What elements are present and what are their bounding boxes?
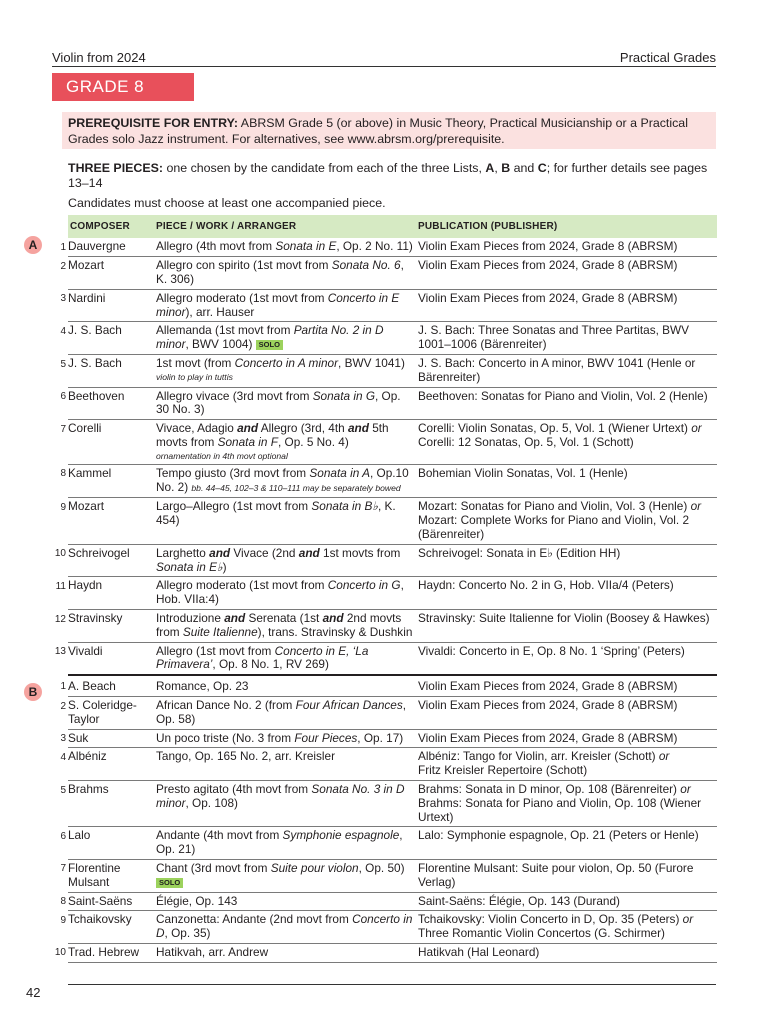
piece-text-end: , Op. 30 No. 3) [156,388,401,417]
piece: Élégie, Op. 143 [156,892,418,911]
table-row [44,257,717,290]
table-row [44,498,717,544]
piece-text: Allegro vivace (3rd movt from [156,388,313,403]
publication-option: Mozart: Complete Works for Piano and Violin, Vol. 2 (Bärenreiter) [418,513,690,542]
piece-work: Four African Dances [295,698,403,713]
row-number: 13 [54,646,66,658]
piece-text-end: , Op. 108) [185,795,238,810]
piece-text-end: , Op.10 No. 2) [156,465,409,494]
piece [156,289,418,322]
piece [156,827,418,860]
piece-text-end: , Op. 17) [357,730,404,745]
publication: Saint-Saëns: Élégie, Op. 143 (Durand) [418,892,717,911]
row-number: 3 [60,293,66,305]
piece-work: Sonata No. 6 [331,258,401,273]
performance-note: bb. 44–45, 102–3 & 110–111 may be separately bowed [191,482,401,493]
table-row [44,610,717,643]
piece-text: 1st movt (from [156,356,235,371]
table-row [44,729,717,748]
row-number: 10 [54,548,66,560]
table-row [44,322,717,355]
table-header [44,215,717,238]
composer: Stravinsky [68,610,156,643]
prerequisite-text: ABRSM Grade 5 (or above) in Music Theory, Practical Musicianship or a Practical Grades solo Jazz instrument. For alternatives, see www.abrsm.org/prerequisite. [68,116,688,146]
solo-badge: SOLO [256,340,283,350]
publication: Violin Exam Pieces from 2024, Grade 8 (ABRSM) [418,697,717,730]
list-b-ref: B [501,161,511,175]
piece [156,355,418,388]
table-row [44,827,717,860]
row-number: 7 [60,863,66,875]
and-emphasis: and [322,611,344,626]
publication-option: Corelli: Violin Sonatas, Op. 5, Vol. 1 (Wiener Urtext) [418,421,692,436]
piece-text-end: , K. 454) [156,499,396,528]
intro-and: and [510,161,538,175]
piece-text-end: , Op. 2 No. 11) [336,239,413,253]
table-row [44,355,717,388]
composer: Schreivogel [68,544,156,577]
piece-work: Concerto in E minor [156,290,400,319]
piece-work: Concerto in D [156,912,413,941]
row-number: 3 [60,733,66,745]
piece-text-end: ), trans. Stravinsky & Dushkin [257,624,413,639]
intro-text-end: ; for further details see pages 13–14 [68,161,708,190]
table-row [44,544,717,577]
composer: Corelli [68,420,156,465]
three-pieces-intro [68,161,708,191]
piece-text: Presto agitato (4th movt from [156,782,312,796]
table-row [44,464,717,498]
and-emphasis: and [237,421,259,436]
piece-text-end: , Op. 8 No. 1, RV 269) [212,657,329,672]
piece [156,610,418,643]
piece-work: Sonata in E [275,239,337,253]
piece [156,544,418,577]
composer: Florentine Mulsant [68,859,156,892]
piece-work: Sonata No. 3 in D minor [156,782,405,810]
piece-text-end: ) [222,559,227,574]
composer: Beethoven [68,387,156,420]
publication: Lalo: Symphonie espagnole, Op. 21 (Peters or Henle) [418,827,717,860]
piece-text-end: , Op. 21) [156,828,403,857]
piece-text: Allegro moderato (1st movt from [156,578,328,593]
piece: Tango, Op. 165 No. 2, arr. Kreisler [156,748,418,781]
grade-title: GRADE 8 [52,73,194,101]
row-number: 9 [60,501,66,513]
publication: Violin Exam Pieces from 2024, Grade 8 (ABRSM) [418,238,717,257]
row-number: 9 [60,914,66,926]
piece-work: Sonata in B♭ [311,499,378,514]
piece-text: African Dance No. 2 (from [156,698,296,713]
piece-text: 2nd movts from [156,611,402,639]
row-number: 8 [60,468,66,480]
running-header-left: Violin from 2024 [52,50,146,65]
row-number: 1 [60,242,66,253]
piece-text: Allemanda (1st movt from [156,323,294,338]
list-a-badge: A [24,236,42,254]
piece-text: Allegro (4th movt from [156,239,276,253]
publication: Vivaldi: Concerto in E, Op. 8 No. 1 ‘Spring’ (Peters) [418,642,717,675]
publication [418,420,717,465]
row-number: 4 [60,325,66,337]
piece-work: Suite pour violon [270,860,359,875]
performance-note: violin to play in tuttis [156,371,233,382]
composer: S. Coleridge-Taylor [68,697,156,730]
row-number: 8 [60,896,66,908]
publication: Beethoven: Sonatas for Piano and Violin, Vol. 2 (Henle) [418,387,717,420]
piece-text: Allegro moderato (1st movt from [156,290,328,305]
row-number: 11 [55,580,66,592]
piece [156,257,418,290]
piece-work: Four Pieces [294,730,358,745]
piece: Romance, Op. 23 [156,675,418,696]
piece-work: Partita No. 2 in D minor [156,323,384,352]
piece-text: Allegro (1st movt from [156,643,275,658]
or-text: or [680,782,691,796]
publication: J. S. Bach: Concerto in A minor, BWV 1041 (Henle or Bärenreiter) [418,355,717,388]
table-row [44,859,717,892]
table-row [44,238,717,257]
footer-rule [68,984,716,985]
row-number: 2 [60,260,66,272]
piece [156,911,418,944]
publication: Schreivogel: Sonata in E♭ (Edition HH) [418,544,717,577]
publication: Violin Exam Pieces from 2024, Grade 8 (ABRSM) [418,675,717,696]
piece-text-end: ), arr. Hauser [185,304,255,319]
piece: Hatikvah, arr. Andrew [156,943,418,962]
col-composer: COMPOSER [68,215,156,238]
piece-text: Andante (4th movt from [156,828,283,843]
row-number: 10 [54,947,66,959]
candidates-note: Candidates must choose at least one accompanied piece. [68,196,386,210]
piece-text: Allegro (3rd, 4th [258,421,348,436]
row-number: 2 [60,700,66,712]
composer: Tchaikovsky [68,911,156,944]
row-number: 6 [60,830,66,842]
page-number: 42 [26,985,41,1000]
intro-text: one chosen by the candidate from each of the three Lists, [163,161,486,175]
list-a-ref: A [485,161,495,175]
table-row [44,420,717,465]
publication: Bohemian Violin Sonatas, Vol. 1 (Henle) [418,464,717,498]
composer: Trad. Hebrew [68,943,156,962]
piece-text-end: , BWV 1004) [185,337,256,352]
piece-text-end: , Hob. VIIa:4) [156,578,404,607]
table-row [44,577,717,610]
piece-text: Chant (3rd movt from [156,860,271,875]
piece-text: Vivace, Adagio [156,421,238,436]
composer: Suk [68,729,156,748]
piece-text: Largo–Allegro (1st movt from [156,499,312,514]
piece-text: Allegro con spirito (1st movt from [156,258,332,273]
publication: Haydn: Concerto No. 2 in G, Hob. VIIa/4 (Peters) [418,577,717,610]
piece-text: 1st movts from [319,545,401,560]
publication: Violin Exam Pieces from 2024, Grade 8 (ABRSM) [418,289,717,322]
row-number: 12 [54,613,66,625]
composer: Mozart [68,498,156,544]
piece [156,387,418,420]
composer: Vivaldi [68,642,156,675]
or-text: or [682,912,694,927]
piece-work: Sonata in G [312,388,375,403]
table-row [44,697,717,730]
piece [156,577,418,610]
list-b-badge: B [24,683,42,701]
publication [418,911,717,944]
table-row [44,781,717,827]
composer: J. S. Bach [68,322,156,355]
publication: Stravinsky: Suite Italienne for Violin (Boosey & Hawkes) [418,610,717,643]
running-header-right: Practical Grades [619,50,716,65]
piece-work: Concerto in G [327,578,401,593]
row-number: 5 [60,784,66,796]
repertoire-table [44,215,717,963]
table-row [44,387,717,420]
and-emphasis: and [347,421,369,436]
piece-text: Larghetto [156,545,210,560]
publication: Florentine Mulsant: Suite pour violon, Op. 50 (Furore Verlag) [418,859,717,892]
row-number: 1 [60,681,66,693]
publication: J. S. Bach: Three Sonatas and Three Partitas, BWV 1001–1006 (Bärenreiter) [418,322,717,355]
piece-text: Tempo giusto (3rd movt from [156,465,310,480]
piece-text-end: , Op. 5 No. 4) [277,435,349,450]
piece [156,498,418,544]
or-text: or [658,749,670,764]
piece-text: 5th movts from [156,421,389,450]
piece-text-end: , K. 306) [156,258,404,287]
piece-text: Vivace (2nd [230,545,299,560]
piece-text-end: , Op. 50) [358,860,405,875]
piece-work: Sonata in F [217,435,278,450]
publication [418,498,717,544]
header-rule [52,66,716,67]
row-number: 4 [60,751,66,763]
publication-option: Tchaikovsky: Violin Concerto in D, Op. 35 (Peters) [418,912,683,927]
composer: Saint-Saëns [68,892,156,911]
piece-work: Suite Italienne [182,624,258,639]
piece [156,697,418,730]
piece [156,642,418,675]
row-number: 7 [60,423,66,435]
publication-option: Brahms: Sonata in D minor, Op. 108 (Bärenreiter) [418,782,681,796]
and-emphasis: and [224,611,246,626]
header-spacer [44,215,68,238]
row-number: 5 [60,358,66,370]
piece-text: Un poco triste (No. 3 from [156,730,295,745]
table-row [44,289,717,322]
table-row [44,642,717,675]
piece-work: Sonata in A [309,465,370,480]
piece-text: Introduzione [156,611,225,626]
intro-comma: , [494,161,502,175]
composer: A. Beach [68,675,156,696]
prerequisite-label: PREREQUISITE FOR ENTRY: [68,116,239,130]
publication-option: Brahms: Sonata for Piano and Violin, Op. 108 (Wiener Urtext) [418,795,702,824]
publication-option: Albéniz: Tango for Violin, arr. Kreisler (Schott) [418,749,659,764]
table-row [44,911,717,944]
publication-option: Fritz Kreisler Repertoire (Schott) [418,763,588,778]
piece [156,464,418,498]
piece [156,729,418,748]
solo-badge: SOLO [156,878,183,888]
piece-text: Serenata (1st [245,611,323,626]
three-pieces-label: THREE PIECES: [68,161,164,175]
publication [418,748,717,781]
composer: Lalo [68,827,156,860]
composer: Kammel [68,464,156,498]
publication: Violin Exam Pieces from 2024, Grade 8 (ABRSM) [418,257,717,290]
piece-work: Sonata in E♭ [156,559,223,574]
publication-option: Mozart: Sonatas for Piano and Violin, Vol. 3 (Henle) [418,499,691,514]
publication-option: Three Romantic Violin Concertos (G. Schirmer) [418,926,665,941]
col-publication: PUBLICATION (PUBLISHER) [418,215,717,238]
composer: Haydn [68,577,156,610]
publication: Hatikvah (Hal Leonard) [418,943,717,962]
piece [156,781,418,827]
piece [156,322,418,355]
col-piece: PIECE / WORK / ARRANGER [156,215,418,238]
piece-text-end: , Op. 58) [156,698,407,726]
table-row [44,675,717,696]
piece-work: Concerto in E, ‘La Primavera’ [156,643,369,672]
performance-note: ornamentation in 4th movt optional [156,450,288,461]
piece [156,420,418,465]
piece-text-end: , BWV 1041) [338,356,405,371]
composer: Dauvergne [68,238,156,257]
list-c-ref: C [537,161,547,175]
composer: J. S. Bach [68,355,156,388]
composer: Nardini [68,289,156,322]
publication-option: Corelli: 12 Sonatas, Op. 5, Vol. 1 (Schott) [418,435,634,450]
publication [418,781,717,827]
table-row [44,892,717,911]
piece-text: Canzonetta: Andante (2nd movt from [156,912,353,927]
piece-work: Symphonie espagnole [282,828,400,843]
composer: Mozart [68,257,156,290]
composer: Brahms [68,781,156,827]
or-text: or [690,499,702,514]
table-row [44,943,717,962]
or-text: or [691,421,702,436]
piece-work: Concerto in A minor [234,356,339,371]
prerequisite-box [62,112,716,149]
piece-text-end: , Op. 35) [164,926,211,941]
piece [156,859,418,892]
table-row [44,748,717,781]
and-emphasis: and [209,545,231,560]
and-emphasis: and [298,545,320,560]
row-number: 6 [60,391,66,403]
composer: Albéniz [68,748,156,781]
piece [156,238,418,257]
publication: Violin Exam Pieces from 2024, Grade 8 (ABRSM) [418,729,717,748]
